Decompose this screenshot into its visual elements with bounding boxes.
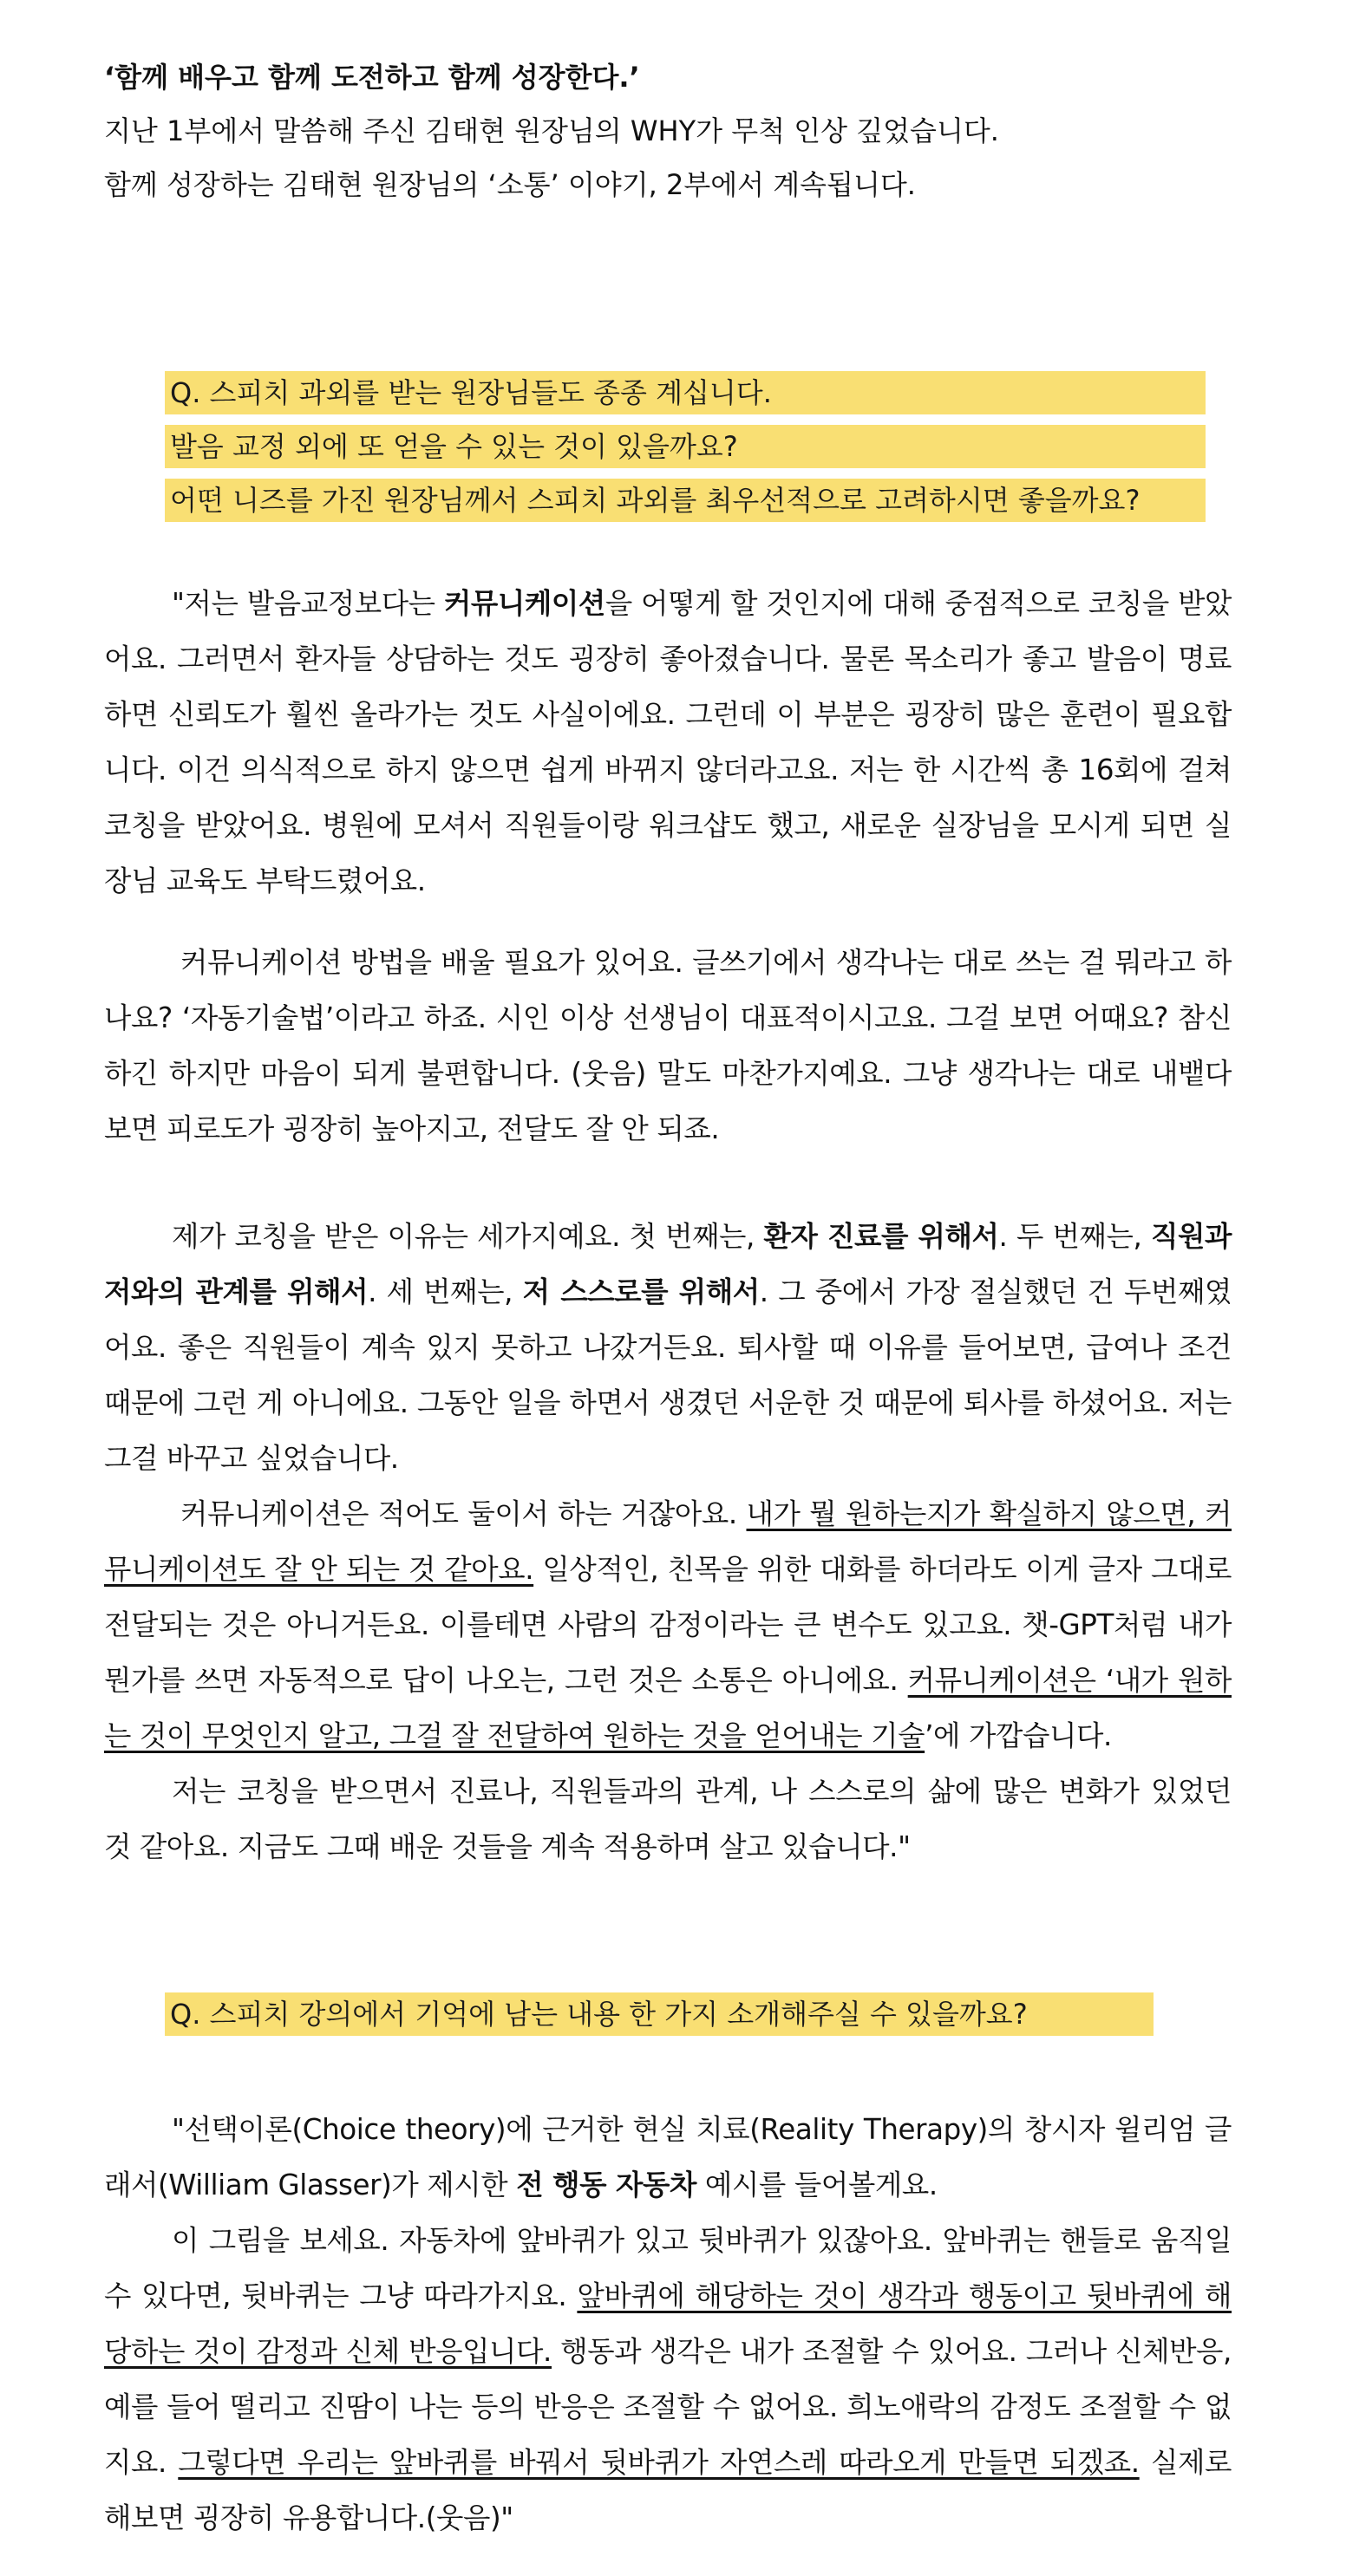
bold-keyword: 환자 진료를 위해서 [763,1220,999,1253]
answer-text: 저는 코칭을 받으면서 진료나, 직원들과의 관계, 나 스스로의 삶에 많은 변화가 있었던 것 같아요. 지금도 그때 배운 것들을 계속 적용하며 살고 있습니다." [104,1775,1232,1863]
intro-block [104,50,1232,212]
underlined-text: 앞바퀴에 해당하는 것이 생각과 행동이고 뒷바퀴에 해당하는 것이 감정과 신체 반응입니다. [104,2279,1232,2368]
answer-text: "선택이론(Choice theory)에 근거한 현실 치료(Reality Therapy)의 창시자 윌리엄 글래서(William Glasser)가 제시한 전 행동 자동차 예시를 들어볼게요. [104,2113,1232,2201]
answer-text: 제가 코칭을 받은 이유는 세가지예요. 첫 번째는, 환자 진료를 위해서. 두 번째는, 직원과 저와의 관계를 위해서. 세 번째는, 저 스스로를 위해서. 그 중에서 가장 절실했던 건 두번째였어요. 좋은 직원들이 계속 있지 못하고 나갔거든요. 퇴사할 때 이유를 들어보면, 급여나 조건 때문에 그런 게 아니에요. 그동안 일을 하면서 생겼던 서운한 것 때문에 퇴사를 하셨어요. 저는 그걸 바꾸고 싶었습니다. [104,1220,1232,1475]
underlined-text: 내가 뭘 원하는지가 확실하지 않으면, 커뮤니케이션도 잘 안 되는 것 같아요. [104,1497,1232,1586]
answer-text: "저는 발음교정보다는 커뮤니케이션을 어떻게 할 것인지에 대해 중점적으로 코칭을 받았어요. 그러면서 환자들 상담하는 것도 굉장히 좋아졌습니다. 물론 목소리가 좋고 발음이 명료하면 신뢰도가 훨씬 올라가는 것도 사실이에요. 그런데 이 부분은 굉장히 많은 훈련이 필요합니다. 이건 의식적으로 하지 않으면 쉽게 바뀌지 않더라고요. 저는 한 시간씩 총 16회에 걸쳐 코칭을 받았어요. 병원에 모셔서 직원들이랑 워크샵도 했고, 새로운 실장님을 모시게 되면 실장님 교육도 부탁드렸어요. [104,587,1232,897]
answer-1-paragraph [104,576,1232,909]
bold-keyword: 전 행동 자동차 [516,2168,696,2201]
intro-line: 함께 성장하는 김태현 원장님의 ‘소통’ 이야기, 2부에서 계속됩니다. [104,168,916,201]
answer-2-paragraph [104,2102,1232,2546]
intro-slogan: ‘함께 배우고 함께 도전하고 함께 성장한다.’ [104,61,640,94]
bold-keyword: 직원과 저와의 관계를 위해서 [104,1220,1232,1308]
question-line: 어떤 니즈를 가진 원장님께서 스피치 과외를 최우선적으로 고려하시면 좋을까요? [165,479,1206,522]
bold-keyword: 커뮤니케이션 [443,587,605,620]
question-line: Q. 스피치 과외를 받는 원장님들도 종종 계십니다. [165,371,1206,414]
intro-line: 지난 1부에서 말씀해 주신 김태현 원장님의 WHY가 무척 인상 깊었습니다. [104,114,999,147]
answer-1-paragraph [104,935,1232,1157]
question-2 [165,1992,1154,2046]
answer-1-paragraph [104,1209,1232,1875]
answer-text: 커뮤니케이션은 적어도 둘이서 하는 거잖아요. 내가 뭘 원하는지가 확실하지 않으면, 커뮤니케이션도 잘 안 되는 것 같아요. 일상적인, 친목을 위한 대화를 하더라도 이게 글자 그대로 전달되는 것은 아니거든요. 이를테면 사람의 감정이라는 큰 변수도 있고요. 챗-GPT처럼 내가 뭔가를 쓰면 자동적으로 답이 나오는, 그런 것은 소통은 아니에요. 커뮤니케이션은 ‘내가 원하는 것이 무엇인지 알고, 그걸 잘 전달하여 원하는 것을 얻어내는 기술’에 가깝습니다. [104,1497,1232,1752]
question-1 [165,371,1206,532]
bold-keyword: 저 스스로를 위해서 [522,1275,760,1308]
question-line: 발음 교정 외에 또 얻을 수 있는 것이 있을까요? [165,425,1206,468]
question-line: Q. 스피치 강의에서 기억에 남는 내용 한 가지 소개해주실 수 있을까요? [165,1992,1154,2036]
underlined-text: 커뮤니케이션은 ‘내가 원하는 것이 무엇인지 알고, 그걸 잘 전달하여 원하는 것을 얻어내는 기술 [104,1664,1232,1752]
answer-text: 커뮤니케이션 방법을 배울 필요가 있어요. 글쓰기에서 생각나는 대로 쓰는 걸 뭐라고 하나요? ‘자동기술법’이라고 하죠. 시인 이상 선생님이 대표적이시고요. 그걸 보면 어때요? 참신하긴 하지만 마음이 되게 불편합니다. (웃음) 말도 마찬가지예요. 그냥 생각나는 대로 내뱉다 보면 피로도가 굉장히 높아지고, 전달도 잘 안 되죠. [104,946,1232,1145]
answer-text: 이 그림을 보세요. 자동차에 앞바퀴가 있고 뒷바퀴가 있잖아요. 앞바퀴는 핸들로 움직일 수 있다면, 뒷바퀴는 그냥 따라가지요. 앞바퀴에 해당하는 것이 생각과 행동이고 뒷바퀴에 해당하는 것이 감정과 신체 반응입니다. 행동과 생각은 내가 조절할 수 있어요. 그러나 신체반응, 예를 들어 떨리고 진땀이 나는 등의 반응은 조절할 수 없어요. 희노애락의 감정도 조절할 수 없지요. 그렇다면 우리는 앞바퀴를 바꿔서 뒷바퀴가 자연스레 따라오게 만들면 되겠죠. 실제로 해보면 굉장히 유용합니다.(웃음)" [104,2224,1232,2534]
underlined-text: 그렇다면 우리는 앞바퀴를 바꿔서 뒷바퀴가 자연스레 따라오게 만들면 되겠죠. [178,2446,1140,2479]
